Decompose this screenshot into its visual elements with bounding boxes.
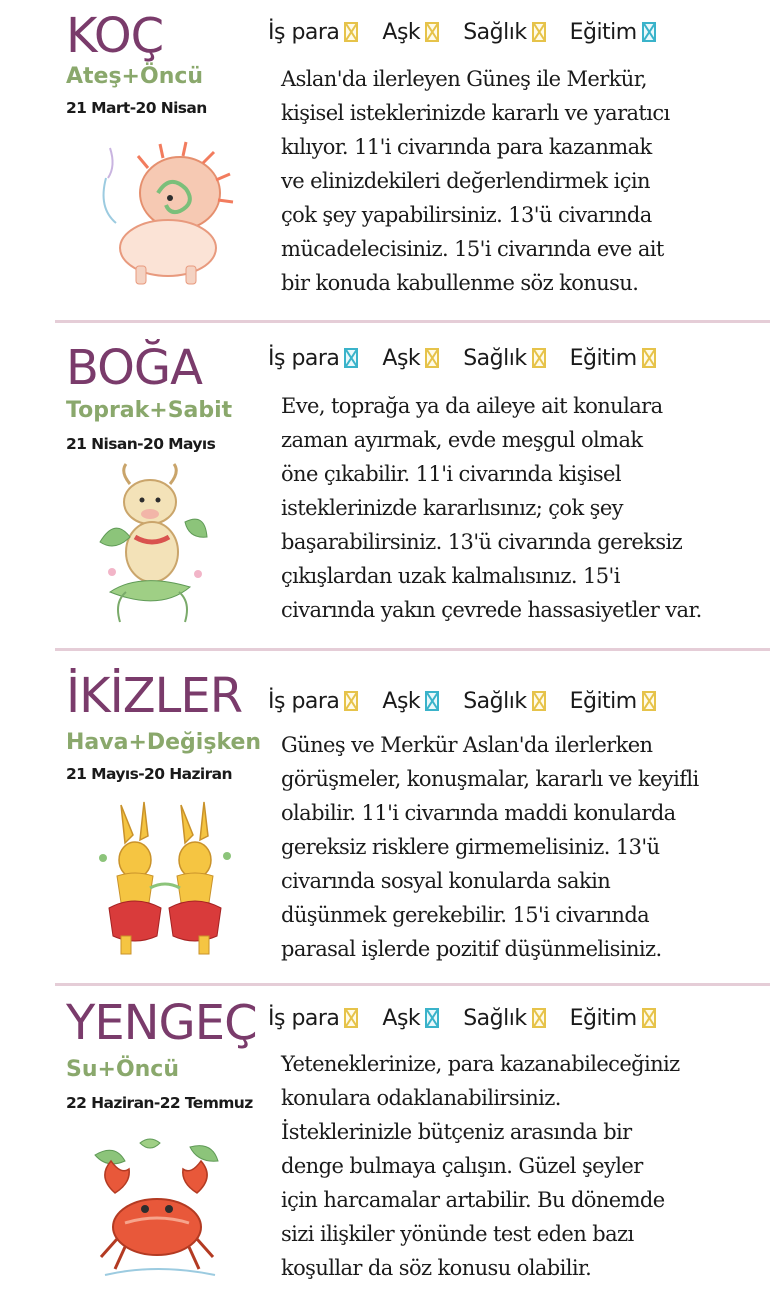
rating-is-para bbox=[268, 689, 358, 714]
rating-egitim bbox=[570, 346, 656, 371]
rating-saglik bbox=[463, 1006, 545, 1031]
ram-illustration-icon bbox=[88, 138, 238, 293]
rating-bar bbox=[268, 17, 680, 47]
sign-name: YENGEÇ bbox=[66, 995, 257, 1051]
rating-label: Aşk bbox=[382, 1005, 421, 1031]
rating-label: Aşk bbox=[382, 688, 421, 714]
rating-bar bbox=[268, 1003, 680, 1033]
rating-saglik bbox=[463, 20, 545, 45]
sign-element: Ateş+Öncü bbox=[66, 64, 204, 89]
sign-section-yengec bbox=[0, 985, 770, 1289]
rating-label: Sağlık bbox=[463, 1005, 527, 1031]
horoscope-text: Güneş ve Merkür Aslan'da ilerlerken görüşmeler, konuşmalar, kararlı ve keyifli olabilir. 11'i civarında maddi konularda gereksiz risklere girmemelisiniz. 13'ü civarında sosyal konularda sakin düşünmek gerekebilir. 15'i civarında parasal işlerde pozitif düşünmelisiniz. bbox=[281, 733, 699, 961]
rating-checkbox-icon bbox=[344, 1008, 358, 1028]
rating-label: Aşk bbox=[382, 19, 421, 45]
rating-label: İş para bbox=[268, 1005, 340, 1031]
rating-egitim bbox=[570, 689, 656, 714]
twins-illustration-icon bbox=[95, 798, 235, 963]
rating-label: Sağlık bbox=[463, 345, 527, 371]
rating-label: Eğitim bbox=[569, 19, 637, 45]
rating-checkbox-icon bbox=[344, 691, 358, 711]
rating-is-para bbox=[268, 20, 358, 45]
sign-dates: 21 Mayıs-20 Haziran bbox=[66, 765, 232, 783]
sign-section-koc bbox=[0, 0, 770, 322]
sign-name: BOĞA bbox=[66, 340, 202, 396]
rating-label: Sağlık bbox=[463, 688, 527, 714]
rating-egitim bbox=[570, 1006, 656, 1031]
rating-bar bbox=[268, 343, 680, 373]
rating-checkbox-icon bbox=[642, 1008, 656, 1028]
rating-checkbox-icon bbox=[532, 22, 546, 42]
horoscope-text: Yeteneklerinize, para kazanabileceğiniz konulara odaklanabilirsiniz. İsteklerinizle bütçeniz arasında bir denge bulmaya çalışın. Güzel şeyler için harcamalar artabilir. Bu dönemde sizi ilişkiler yönünde test eden bazı koşullar da söz konusu olabilir. bbox=[281, 1052, 680, 1280]
rating-label: İş para bbox=[268, 19, 340, 45]
sign-name: İKİZLER bbox=[66, 668, 243, 724]
rating-checkbox-icon bbox=[532, 1008, 546, 1028]
sign-section-boga bbox=[0, 322, 770, 650]
rating-saglik bbox=[463, 346, 545, 371]
rating-checkbox-icon bbox=[344, 348, 358, 368]
rating-ask bbox=[382, 346, 439, 371]
rating-label: Eğitim bbox=[569, 345, 637, 371]
rating-ask bbox=[382, 1006, 439, 1031]
rating-ask bbox=[382, 689, 439, 714]
rating-checkbox-icon bbox=[425, 1008, 439, 1028]
rating-checkbox-icon bbox=[532, 348, 546, 368]
rating-checkbox-icon bbox=[425, 22, 439, 42]
rating-label: Eğitim bbox=[569, 1005, 637, 1031]
rating-label: İş para bbox=[268, 688, 340, 714]
horoscope-text: Aslan'da ilerleyen Güneş ile Merkür, kişisel isteklerinizde kararlı ve yaratıcı kılıyor. 11'i civarında para kazanmak ve elinizdekileri değerlendirmek için çok şey yapabilirsiniz. 13'ü civarında mücadelecisiniz. 15'i civarında eve ait bir konuda kabullenme söz konusu. bbox=[281, 67, 670, 295]
rating-egitim bbox=[570, 20, 656, 45]
rating-bar bbox=[268, 686, 680, 716]
horoscope-text: Eve, toprağa ya da aileye ait konulara zaman ayırmak, evde meşgul olmak öne çıkabilir. 11'i civarında kişisel isteklerinizde kararlısınız; çok şey başarabilirsiniz. 13'ü civarında gereksiz çıkışlardan uzak kalmalısınız. 15'i civarında yakın çevrede hassasiyetler var. bbox=[281, 394, 702, 622]
crab-illustration-icon bbox=[85, 1135, 235, 1285]
rating-label: Sağlık bbox=[463, 19, 527, 45]
sign-name: KOÇ bbox=[66, 8, 164, 64]
sign-dates: 21 Mart-20 Nisan bbox=[66, 99, 207, 117]
rating-checkbox-icon bbox=[642, 691, 656, 711]
rating-label: Eğitim bbox=[569, 688, 637, 714]
sign-dates: 22 Haziran-22 Temmuz bbox=[66, 1094, 253, 1112]
sign-element: Hava+Değişken bbox=[66, 730, 262, 755]
rating-checkbox-icon bbox=[425, 691, 439, 711]
rating-checkbox-icon bbox=[425, 348, 439, 368]
rating-checkbox-icon bbox=[532, 691, 546, 711]
sign-element: Toprak+Sabit bbox=[66, 398, 233, 423]
sign-element: Su+Öncü bbox=[66, 1057, 180, 1082]
rating-saglik bbox=[463, 689, 545, 714]
sign-dates: 21 Nisan-20 Mayıs bbox=[66, 435, 216, 453]
sign-section-ikizler bbox=[0, 650, 770, 985]
rating-checkbox-icon bbox=[344, 22, 358, 42]
rating-checkbox-icon bbox=[642, 348, 656, 368]
rating-label: İş para bbox=[268, 345, 340, 371]
rating-is-para bbox=[268, 346, 358, 371]
rating-checkbox-icon bbox=[642, 22, 656, 42]
bull-illustration-icon bbox=[90, 462, 220, 632]
rating-is-para bbox=[268, 1006, 358, 1031]
rating-ask bbox=[382, 20, 439, 45]
rating-label: Aşk bbox=[382, 345, 421, 371]
